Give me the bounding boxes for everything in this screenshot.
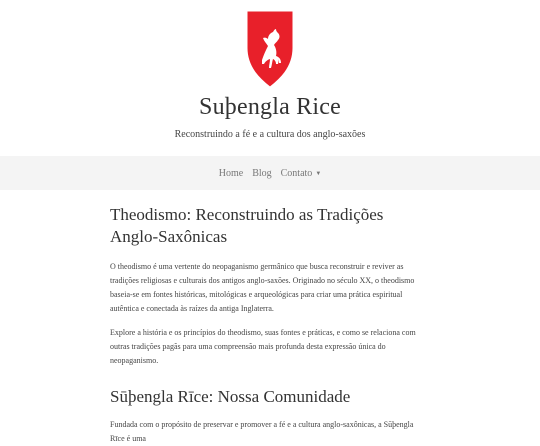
main-navbar <box>0 156 540 190</box>
article-paragraph: O theodismo é uma vertente do neopaganismo germânico que busca reconstruir e reviver as tradições religiosas e culturais dos antigos anglo-saxões. Originado no século XX, o theodismo baseia-se em fontes históricas, mitológicas e arqueológicas para criar uma prática espiritual autêntica e conectada às raízes da antiga Inglaterra. <box>110 262 415 313</box>
section-title-community: Sūþengla Rīce: Nossa Comunidade <box>110 387 351 406</box>
nav-blog-link[interactable]: Blog <box>252 167 272 179</box>
nav-home-link[interactable]: Home <box>218 167 244 179</box>
main-content <box>110 190 430 446</box>
nav-contact-dropdown[interactable] <box>281 168 322 179</box>
community-paragraph: Fundada com o propósito de preservar e promover a fé e a cultura anglo-saxônicas, a Sūþengla Rīce é uma <box>110 420 414 443</box>
article-paragraph: Explore a história e os princípios do theodismo, suas fontes e práticas, e como se relaciona com outras tradições pagãs para uma compreensão mais profunda desta expressão única do neopaganismo. <box>110 328 416 365</box>
white-horse-shield-icon[interactable] <box>246 10 294 88</box>
site-tagline: Reconstruindo a fé e a cultura dos anglo-saxões <box>174 129 366 140</box>
site-title[interactable]: Suþengla Rice <box>199 94 341 120</box>
nav-contact-label: Contato <box>280 167 313 179</box>
site-header <box>0 0 540 140</box>
chevron-down-icon: ▼ <box>315 171 322 177</box>
article-title-theodismo: Theodismo: Reconstruindo as Tradições Anglo-Saxônicas <box>110 205 384 246</box>
